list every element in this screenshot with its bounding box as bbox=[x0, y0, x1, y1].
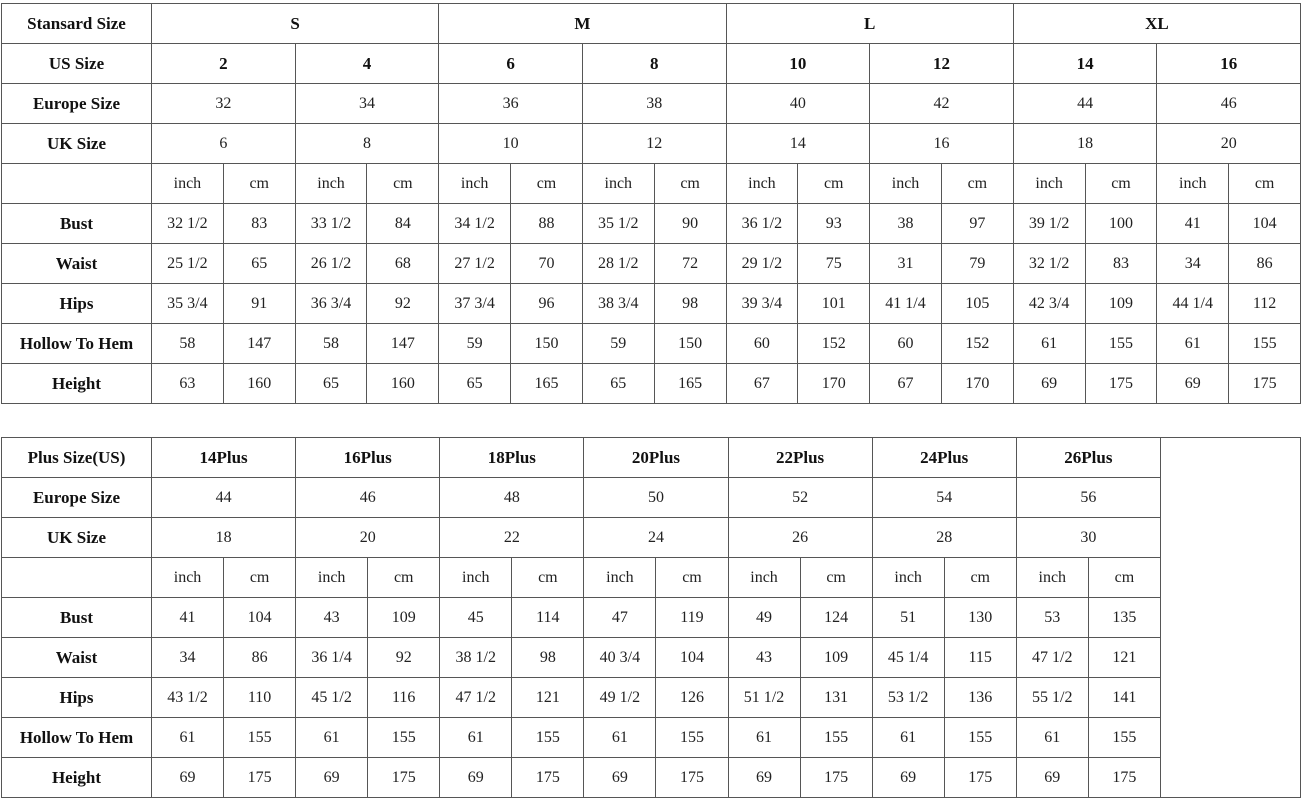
measurement-value: 51 1/2 bbox=[728, 678, 800, 718]
uk-size-value: 30 bbox=[1016, 518, 1160, 558]
standard-size-table bbox=[1, 3, 1301, 404]
measurement-value: 121 bbox=[1088, 638, 1160, 678]
measurement-value: 126 bbox=[656, 678, 728, 718]
measurement-value: 152 bbox=[798, 324, 870, 364]
measurement-value: 35 1/2 bbox=[582, 204, 654, 244]
measurement-value: 60 bbox=[726, 324, 798, 364]
unit-inch-header: inch bbox=[726, 164, 798, 204]
measurement-value: 136 bbox=[944, 678, 1016, 718]
measurement-value: 175 bbox=[800, 758, 872, 798]
measurement-value: 116 bbox=[368, 678, 440, 718]
europe-size-value: 56 bbox=[1016, 478, 1160, 518]
measurement-value: 93 bbox=[798, 204, 870, 244]
unit-cm-header: cm bbox=[367, 164, 439, 204]
measurement-value: 58 bbox=[295, 324, 367, 364]
size-group-header: 16Plus bbox=[296, 438, 440, 478]
measurement-value: 150 bbox=[654, 324, 726, 364]
measurement-value: 37 3/4 bbox=[439, 284, 511, 324]
measurement-value: 69 bbox=[1016, 758, 1088, 798]
uk-size-value: 18 bbox=[1013, 124, 1157, 164]
unit-cm-header: cm bbox=[511, 164, 583, 204]
measurement-value: 45 1/4 bbox=[872, 638, 944, 678]
unit-inch-header: inch bbox=[1016, 558, 1088, 598]
measurement-value: 160 bbox=[367, 364, 439, 404]
measurement-value: 98 bbox=[654, 284, 726, 324]
measurement-value: 61 bbox=[584, 718, 656, 758]
measurement-value: 45 bbox=[440, 598, 512, 638]
measurement-value: 67 bbox=[870, 364, 942, 404]
us-size-value: 8 bbox=[582, 44, 726, 84]
measurement-value: 72 bbox=[654, 244, 726, 284]
measurement-value: 61 bbox=[728, 718, 800, 758]
measurement-value: 155 bbox=[368, 718, 440, 758]
unit-inch-header: inch bbox=[872, 558, 944, 598]
uk-size-row-label: UK Size bbox=[2, 518, 152, 558]
measurement-value: 36 1/4 bbox=[296, 638, 368, 678]
unit-cm-header: cm bbox=[223, 164, 295, 204]
measurement-value: 41 bbox=[152, 598, 224, 638]
unit-inch-header: inch bbox=[295, 164, 367, 204]
measurement-value: 60 bbox=[870, 324, 942, 364]
measurement-value: 39 3/4 bbox=[726, 284, 798, 324]
uk-size-value: 16 bbox=[870, 124, 1014, 164]
us-size-value: 4 bbox=[295, 44, 439, 84]
size-group-header: 24Plus bbox=[872, 438, 1016, 478]
measurement-row-label: Waist bbox=[2, 638, 152, 678]
size-group-header: 18Plus bbox=[440, 438, 584, 478]
measurement-value: 114 bbox=[512, 598, 584, 638]
europe-size-value: 54 bbox=[872, 478, 1016, 518]
uk-size-value: 28 bbox=[872, 518, 1016, 558]
unit-cm-header: cm bbox=[1088, 558, 1160, 598]
uk-size-value: 8 bbox=[295, 124, 439, 164]
table-gap bbox=[1, 404, 1301, 437]
unit-cm-header: cm bbox=[656, 558, 728, 598]
measurement-value: 43 1/2 bbox=[152, 678, 224, 718]
measurement-value: 175 bbox=[368, 758, 440, 798]
unit-inch-header: inch bbox=[728, 558, 800, 598]
measurement-value: 27 1/2 bbox=[439, 244, 511, 284]
measurement-row-label: Waist bbox=[2, 244, 152, 284]
measurement-value: 155 bbox=[512, 718, 584, 758]
measurement-value: 61 bbox=[440, 718, 512, 758]
uk-size-value: 12 bbox=[582, 124, 726, 164]
measurement-value: 112 bbox=[1229, 284, 1301, 324]
corner-label: Stansard Size bbox=[2, 4, 152, 44]
measurement-value: 36 1/2 bbox=[726, 204, 798, 244]
measurement-value: 58 bbox=[152, 324, 224, 364]
measurement-value: 175 bbox=[1085, 364, 1157, 404]
measurement-value: 36 3/4 bbox=[295, 284, 367, 324]
size-group-header: XL bbox=[1013, 4, 1300, 44]
uk-size-value: 26 bbox=[728, 518, 872, 558]
unit-inch-header: inch bbox=[584, 558, 656, 598]
measurement-value: 155 bbox=[1085, 324, 1157, 364]
measurement-value: 92 bbox=[367, 284, 439, 324]
measurement-value: 170 bbox=[798, 364, 870, 404]
size-group-header: S bbox=[152, 4, 439, 44]
uk-size-value: 22 bbox=[440, 518, 584, 558]
unit-cm-header: cm bbox=[800, 558, 872, 598]
measurement-value: 69 bbox=[1013, 364, 1085, 404]
measurement-value: 31 bbox=[870, 244, 942, 284]
measurement-value: 86 bbox=[1229, 244, 1301, 284]
measurement-value: 101 bbox=[798, 284, 870, 324]
measurement-value: 119 bbox=[656, 598, 728, 638]
measurement-value: 69 bbox=[440, 758, 512, 798]
us-size-value: 10 bbox=[726, 44, 870, 84]
size-group-header: 26Plus bbox=[1016, 438, 1160, 478]
measurement-value: 88 bbox=[511, 204, 583, 244]
measurement-value: 124 bbox=[800, 598, 872, 638]
europe-size-value: 36 bbox=[439, 84, 583, 124]
measurement-value: 135 bbox=[1088, 598, 1160, 638]
measurement-value: 32 1/2 bbox=[1013, 244, 1085, 284]
unit-cm-header: cm bbox=[224, 558, 296, 598]
measurement-value: 130 bbox=[944, 598, 1016, 638]
measurement-value: 41 bbox=[1157, 204, 1229, 244]
measurement-value: 109 bbox=[1085, 284, 1157, 324]
us-size-value: 12 bbox=[870, 44, 1014, 84]
europe-size-value: 46 bbox=[296, 478, 440, 518]
unit-cm-header: cm bbox=[654, 164, 726, 204]
empty-cell bbox=[1161, 438, 1301, 798]
unit-inch-header: inch bbox=[439, 164, 511, 204]
measurement-value: 83 bbox=[1085, 244, 1157, 284]
europe-size-row-label: Europe Size bbox=[2, 84, 152, 124]
measurement-value: 109 bbox=[368, 598, 440, 638]
measurement-value: 53 1/2 bbox=[872, 678, 944, 718]
europe-size-value: 42 bbox=[870, 84, 1014, 124]
measurement-value: 61 bbox=[1013, 324, 1085, 364]
measurement-value: 141 bbox=[1088, 678, 1160, 718]
unit-cm-header: cm bbox=[512, 558, 584, 598]
measurement-value: 86 bbox=[224, 638, 296, 678]
unit-cm-header: cm bbox=[1085, 164, 1157, 204]
measurement-value: 68 bbox=[367, 244, 439, 284]
measurement-value: 32 1/2 bbox=[152, 204, 224, 244]
measurement-value: 155 bbox=[1229, 324, 1301, 364]
measurement-value: 65 bbox=[439, 364, 511, 404]
measurement-value: 61 bbox=[872, 718, 944, 758]
unit-cm-header: cm bbox=[368, 558, 440, 598]
measurement-row-label: Hips bbox=[2, 284, 152, 324]
measurement-value: 42 3/4 bbox=[1013, 284, 1085, 324]
unit-inch-header: inch bbox=[440, 558, 512, 598]
unit-cm-header: cm bbox=[941, 164, 1013, 204]
measurement-row-label: Bust bbox=[2, 204, 152, 244]
measurement-value: 83 bbox=[223, 204, 295, 244]
measurement-value: 155 bbox=[656, 718, 728, 758]
measurement-value: 92 bbox=[368, 638, 440, 678]
unit-cm-header: cm bbox=[798, 164, 870, 204]
unit-inch-header: inch bbox=[1013, 164, 1085, 204]
unit-inch-header: inch bbox=[582, 164, 654, 204]
uk-size-value: 14 bbox=[726, 124, 870, 164]
size-group-header: 20Plus bbox=[584, 438, 728, 478]
plus-size-table bbox=[1, 437, 1301, 798]
measurement-value: 175 bbox=[1229, 364, 1301, 404]
measurement-value: 41 1/4 bbox=[870, 284, 942, 324]
measurement-value: 155 bbox=[1088, 718, 1160, 758]
measurement-value: 61 bbox=[152, 718, 224, 758]
unit-inch-header: inch bbox=[870, 164, 942, 204]
measurement-value: 29 1/2 bbox=[726, 244, 798, 284]
measurement-value: 38 3/4 bbox=[582, 284, 654, 324]
unit-row-empty-label bbox=[2, 558, 152, 598]
uk-size-value: 6 bbox=[152, 124, 296, 164]
measurement-value: 69 bbox=[872, 758, 944, 798]
measurement-value: 63 bbox=[152, 364, 224, 404]
measurement-value: 34 1/2 bbox=[439, 204, 511, 244]
measurement-value: 28 1/2 bbox=[582, 244, 654, 284]
measurement-value: 43 bbox=[296, 598, 368, 638]
measurement-value: 49 bbox=[728, 598, 800, 638]
measurement-value: 34 bbox=[1157, 244, 1229, 284]
measurement-value: 49 1/2 bbox=[584, 678, 656, 718]
measurement-value: 175 bbox=[512, 758, 584, 798]
measurement-value: 69 bbox=[296, 758, 368, 798]
europe-size-value: 48 bbox=[440, 478, 584, 518]
measurement-value: 175 bbox=[224, 758, 296, 798]
uk-size-row-label: UK Size bbox=[2, 124, 152, 164]
measurement-value: 110 bbox=[224, 678, 296, 718]
measurement-value: 165 bbox=[511, 364, 583, 404]
measurement-row-label: Bust bbox=[2, 598, 152, 638]
measurement-value: 109 bbox=[800, 638, 872, 678]
us-size-value: 14 bbox=[1013, 44, 1157, 84]
measurement-value: 155 bbox=[224, 718, 296, 758]
measurement-row-label: Height bbox=[2, 364, 152, 404]
measurement-value: 69 bbox=[584, 758, 656, 798]
measurement-value: 147 bbox=[367, 324, 439, 364]
measurement-value: 69 bbox=[728, 758, 800, 798]
us-size-row-label: US Size bbox=[2, 44, 152, 84]
measurement-value: 69 bbox=[1157, 364, 1229, 404]
measurement-value: 104 bbox=[656, 638, 728, 678]
europe-size-value: 50 bbox=[584, 478, 728, 518]
measurement-value: 152 bbox=[941, 324, 1013, 364]
measurement-value: 96 bbox=[511, 284, 583, 324]
measurement-value: 26 1/2 bbox=[295, 244, 367, 284]
measurement-value: 59 bbox=[582, 324, 654, 364]
measurement-value: 38 1/2 bbox=[440, 638, 512, 678]
unit-inch-header: inch bbox=[296, 558, 368, 598]
size-group-header: 14Plus bbox=[152, 438, 296, 478]
measurement-value: 43 bbox=[728, 638, 800, 678]
measurement-value: 34 bbox=[152, 638, 224, 678]
europe-size-value: 44 bbox=[1013, 84, 1157, 124]
measurement-value: 115 bbox=[944, 638, 1016, 678]
measurement-value: 65 bbox=[582, 364, 654, 404]
unit-cm-header: cm bbox=[1229, 164, 1301, 204]
uk-size-value: 10 bbox=[439, 124, 583, 164]
measurement-value: 98 bbox=[512, 638, 584, 678]
size-group-header: 22Plus bbox=[728, 438, 872, 478]
measurement-row-label: Hollow To Hem bbox=[2, 718, 152, 758]
size-group-header: L bbox=[726, 4, 1013, 44]
measurement-value: 51 bbox=[872, 598, 944, 638]
europe-size-value: 32 bbox=[152, 84, 296, 124]
measurement-value: 165 bbox=[654, 364, 726, 404]
measurement-value: 105 bbox=[941, 284, 1013, 324]
measurement-value: 104 bbox=[1229, 204, 1301, 244]
measurement-value: 69 bbox=[152, 758, 224, 798]
unit-inch-header: inch bbox=[152, 164, 224, 204]
unit-inch-header: inch bbox=[152, 558, 224, 598]
measurement-row-label: Hollow To Hem bbox=[2, 324, 152, 364]
measurement-value: 155 bbox=[944, 718, 1016, 758]
measurement-value: 39 1/2 bbox=[1013, 204, 1085, 244]
size-group-header: M bbox=[439, 4, 726, 44]
uk-size-value: 20 bbox=[1157, 124, 1301, 164]
europe-size-value: 52 bbox=[728, 478, 872, 518]
measurement-value: 65 bbox=[223, 244, 295, 284]
measurement-value: 47 1/2 bbox=[1016, 638, 1088, 678]
measurement-value: 160 bbox=[223, 364, 295, 404]
uk-size-value: 20 bbox=[296, 518, 440, 558]
measurement-value: 38 bbox=[870, 204, 942, 244]
measurement-value: 97 bbox=[941, 204, 1013, 244]
measurement-value: 147 bbox=[223, 324, 295, 364]
uk-size-value: 24 bbox=[584, 518, 728, 558]
europe-size-value: 38 bbox=[582, 84, 726, 124]
measurement-value: 84 bbox=[367, 204, 439, 244]
europe-size-value: 46 bbox=[1157, 84, 1301, 124]
measurement-value: 44 1/4 bbox=[1157, 284, 1229, 324]
unit-inch-header: inch bbox=[1157, 164, 1229, 204]
measurement-value: 104 bbox=[224, 598, 296, 638]
measurement-value: 70 bbox=[511, 244, 583, 284]
measurement-value: 45 1/2 bbox=[296, 678, 368, 718]
measurement-value: 175 bbox=[656, 758, 728, 798]
measurement-value: 25 1/2 bbox=[152, 244, 224, 284]
europe-size-value: 34 bbox=[295, 84, 439, 124]
measurement-value: 61 bbox=[1016, 718, 1088, 758]
measurement-row-label: Hips bbox=[2, 678, 152, 718]
us-size-value: 6 bbox=[439, 44, 583, 84]
measurement-value: 33 1/2 bbox=[295, 204, 367, 244]
us-size-value: 16 bbox=[1157, 44, 1301, 84]
measurement-value: 55 1/2 bbox=[1016, 678, 1088, 718]
uk-size-value: 18 bbox=[152, 518, 296, 558]
measurement-value: 53 bbox=[1016, 598, 1088, 638]
measurement-value: 59 bbox=[439, 324, 511, 364]
measurement-value: 90 bbox=[654, 204, 726, 244]
measurement-value: 75 bbox=[798, 244, 870, 284]
measurement-value: 61 bbox=[1157, 324, 1229, 364]
measurement-value: 65 bbox=[295, 364, 367, 404]
unit-row-empty-label bbox=[2, 164, 152, 204]
measurement-value: 131 bbox=[800, 678, 872, 718]
measurement-value: 100 bbox=[1085, 204, 1157, 244]
corner-label: Plus Size(US) bbox=[2, 438, 152, 478]
measurement-value: 175 bbox=[944, 758, 1016, 798]
measurement-value: 47 bbox=[584, 598, 656, 638]
measurement-value: 91 bbox=[223, 284, 295, 324]
measurement-value: 61 bbox=[296, 718, 368, 758]
us-size-value: 2 bbox=[152, 44, 296, 84]
measurement-value: 47 1/2 bbox=[440, 678, 512, 718]
measurement-row-label: Height bbox=[2, 758, 152, 798]
measurement-value: 67 bbox=[726, 364, 798, 404]
measurement-value: 121 bbox=[512, 678, 584, 718]
measurement-value: 40 3/4 bbox=[584, 638, 656, 678]
measurement-value: 79 bbox=[941, 244, 1013, 284]
measurement-value: 35 3/4 bbox=[152, 284, 224, 324]
europe-size-row-label: Europe Size bbox=[2, 478, 152, 518]
europe-size-value: 44 bbox=[152, 478, 296, 518]
measurement-value: 150 bbox=[511, 324, 583, 364]
measurement-value: 175 bbox=[1088, 758, 1160, 798]
measurement-value: 155 bbox=[800, 718, 872, 758]
measurement-value: 170 bbox=[941, 364, 1013, 404]
europe-size-value: 40 bbox=[726, 84, 870, 124]
unit-cm-header: cm bbox=[944, 558, 1016, 598]
